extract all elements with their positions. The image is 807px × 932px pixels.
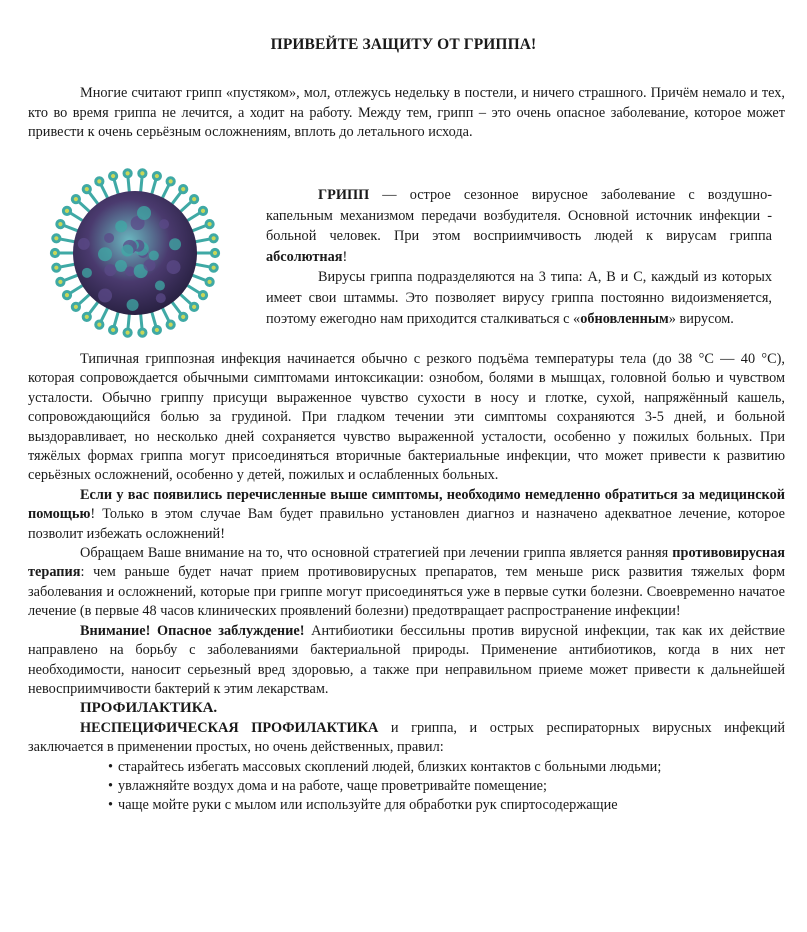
definition-text-a: — острое сезонное вирусное заболевание с воздушно-капельным механизмом передачи возбудителя. Основной источник инфекции - больной человек. При этом восприимчивость людей к вирусам гриппа — [266, 187, 772, 245]
definition-text-b: ! — [342, 248, 348, 265]
types-text-a: Вирусы гриппа подразделяются на 3 типа: А, В и С, каждый из которых имеет свои штаммы. Это позволяет вирусу гриппа постоянно видоизменяется, поэтому ежегодно нам приходится сталкиваться с « — [266, 269, 772, 327]
definition-paragraph — [266, 185, 772, 267]
prevention-item — [108, 758, 785, 777]
bullet-icon: • — [108, 797, 114, 814]
types-paragraph — [266, 267, 772, 329]
bullet-icon: • — [108, 758, 114, 775]
therapy-text-a: Обращаем Ваше внимание на то, что основной стратегией при лечении гриппа является ранняя — [80, 545, 673, 562]
prevention-subheading: НЕСПЕЦИФИЧЕСКАЯ ПРОФИЛАКТИКА — [80, 719, 379, 736]
prevention-heading: ПРОФИЛАКТИКА. — [80, 700, 218, 717]
intro-section — [28, 84, 785, 143]
warning-bold: Внимание! Опасное заблуждение! — [80, 622, 305, 639]
prevention-text: и гриппа, и острых респираторных вирусных инфекций заключается в применении простых, но очень действенных, правил: — [28, 719, 785, 756]
definition-term: ГРИПП — [318, 187, 370, 203]
prevention-item-text: чаще мойте руки с мылом или используйте для обработки рук спиртосодержащие — [118, 797, 618, 814]
prevention-paragraph — [28, 719, 785, 758]
types-emphasis: обновленным — [580, 310, 669, 327]
warning-text: Антибиотики бессильны против вирусной инфекции, так как их действие направлено на борьбу с заболеваниями бактериальной природы. Применение антибиотиков, когда в них нет необходимости, наносит серьезный вред здоровью, а также при неправильном приеме может привести к дальнейшей невосприимчивости бактерий к этим лекарствам. — [28, 622, 785, 697]
types-text-b: » вирусом. — [668, 310, 734, 327]
prevention-item — [108, 777, 785, 796]
main-section — [28, 350, 785, 816]
urgent-paragraph — [28, 486, 785, 544]
prevention-item — [108, 796, 785, 815]
definition-section — [266, 185, 772, 329]
warning-paragraph — [28, 622, 785, 700]
definition-emphasis: абсолютная — [266, 248, 343, 265]
urgent-bold: Если у вас появились перечисленные выше симптомы, необходимо немедленно обратиться за медицинской помощью — [28, 486, 785, 523]
urgent-text: ! Только в этом случае Вам будет правильно установлен диагноз и назначено адекватное лечение, которое позволит избежать осложнений! — [28, 506, 785, 542]
symptoms-paragraph: Типичная гриппозная инфекция начинается обычно с резкого подъёма температуры тела (до 38 °С — 40 °С), которая сопровождается обычными симптомами интоксикации: ознобом, болями в мышцах, головной болью и чувством усталости. Обычно гриппу присущи выраженное чувство сухости в носу и глотке, сухой, напряжённый кашель, сопровождающийся болью за грудиной. При гладком течении эти симптомы сохраняются 3-5 дней, и больной выздоравливает, но несколько дней сохраняется чувство выраженной усталости, особенно у пожилых больных. При тяжёлых формах гриппа могут присоединяться вторичные бактериальные инфекции, что может привести к развитию серьёзных осложнений, особенно у детей, пожилых и ослабленных больных. — [28, 351, 785, 484]
prevention-item-text: старайтесь избегать массовых скоплений людей, близких контактов с больными людьми; — [118, 758, 662, 775]
therapy-paragraph — [28, 544, 785, 622]
therapy-bold: противовирусная терапия — [28, 545, 785, 581]
virus-illustration — [40, 164, 230, 342]
intro-paragraph: Многие считают грипп «пустяком», мол, отлежусь недельку в постели, и ничего страшного. Причём немало и тех, кто во время гриппа не лечится, а ходит на работу. Между тем, грипп – это очень опасное заболевание, которое может привести к очень серьёзным осложнениям, вплоть до летального исхода. — [28, 85, 785, 141]
prevention-item-text: увлажняйте воздух дома и на работе, чаще проветривайте помещение; — [118, 777, 548, 794]
bullet-icon: • — [108, 777, 114, 794]
page-title: ПРИВЕЙТЕ ЗАЩИТУ ОТ ГРИППА! — [270, 36, 537, 53]
therapy-text-b: : чем раньше будет начат прием противовирусных препаратов, тем меньше риск развития тяжелых форм заболевания и осложнений, которые при гриппе могут присоединяться уже в первые сутки болезни. Своевременно начатое лечение (в первые 48 часов клинических проявлений болезни) предотвращает распространение инфекции! — [28, 564, 785, 620]
